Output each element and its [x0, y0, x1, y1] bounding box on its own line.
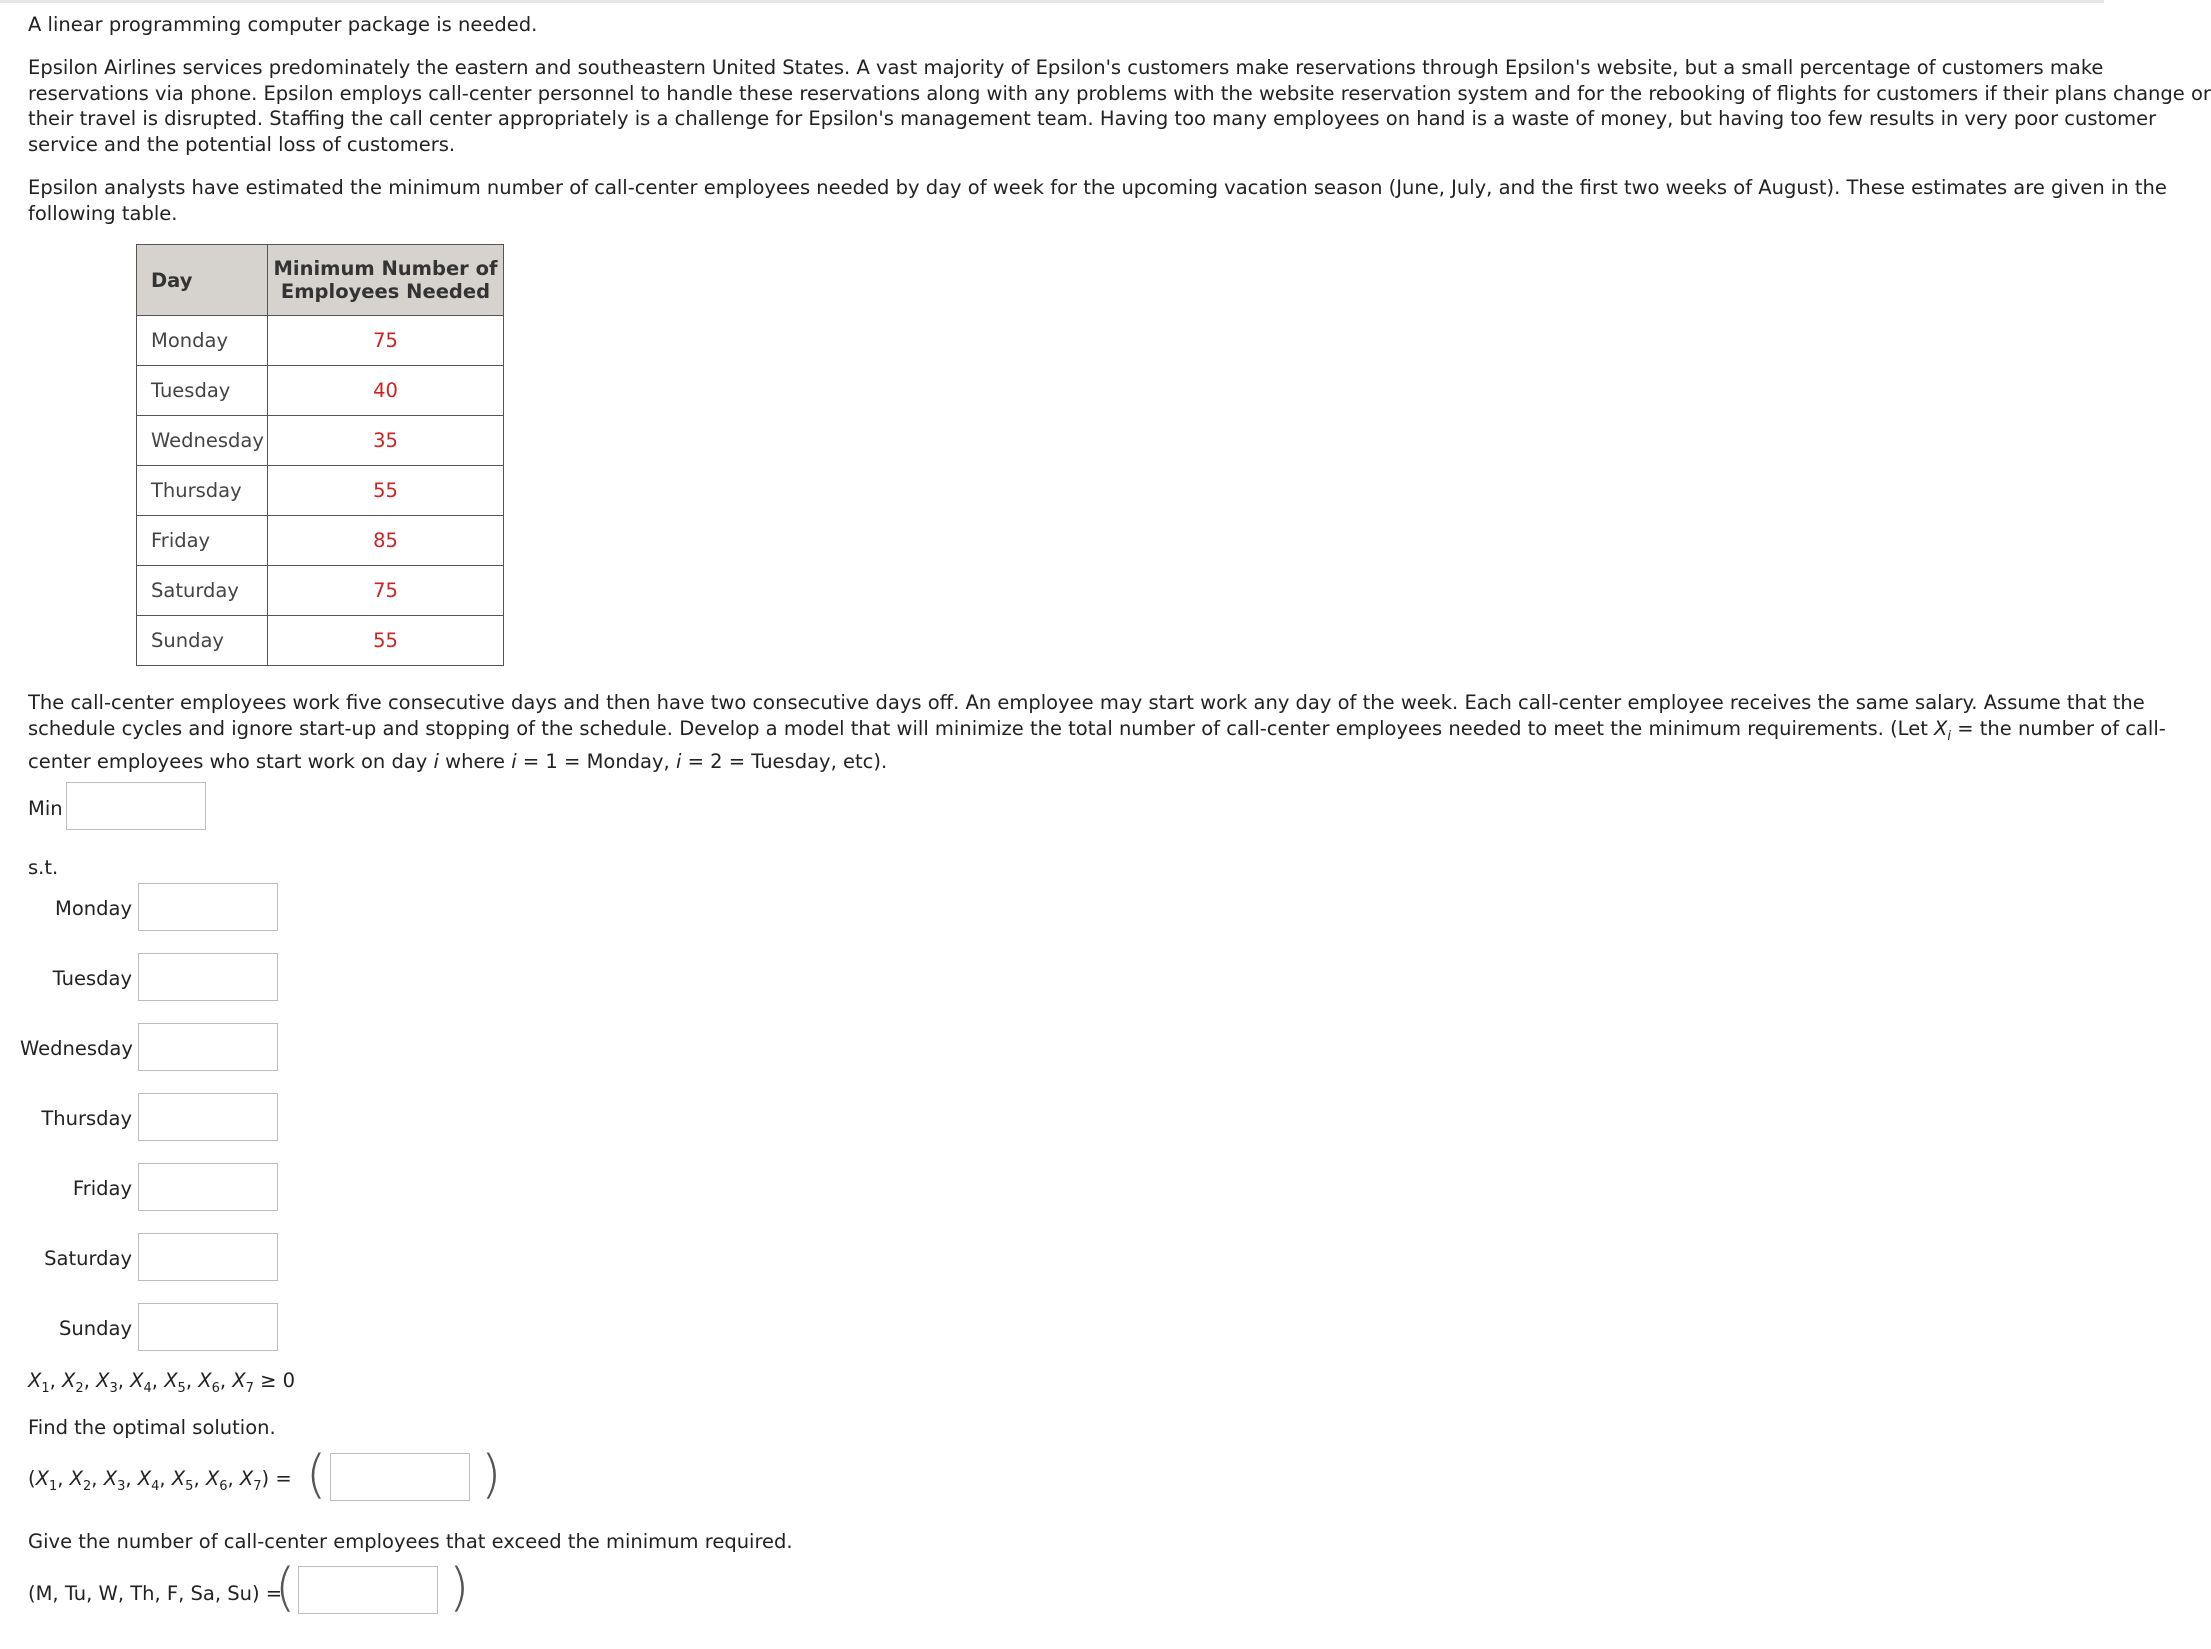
value-cell: 55: [268, 616, 504, 666]
excess-prompt: Give the number of call-center employees that exceed the minimum required.: [28, 1530, 793, 1553]
header-day: Day: [137, 245, 268, 316]
constraint-input-tuesday[interactable]: [138, 953, 278, 1001]
header-min-line2: Employees Needed: [280, 280, 491, 303]
paragraph-line: their travel is disrupted. Staffing the call center appropriately is a challenge for Epsilon's management team. Having too many employees on hand is a waste of money, but having too few results in very poor customer: [28, 107, 2157, 130]
text-span: = 1 = Monday,: [516, 750, 676, 773]
table-row: [137, 566, 504, 616]
paragraph-line: [28, 749, 2088, 775]
day-cell: Tuesday: [137, 366, 268, 416]
paragraph-model: [28, 690, 2166, 775]
open-paren: (: [306, 1445, 327, 1505]
variable-i: i: [511, 750, 517, 773]
paragraph-estimates: [28, 175, 2167, 226]
constraint-label-friday: Friday: [72, 1177, 132, 1200]
top-border: [0, 0, 2104, 3]
constraint-label-tuesday: Tuesday: [52, 967, 132, 990]
paragraph-description: [28, 55, 2211, 157]
day-cell: Thursday: [137, 466, 268, 516]
value-cell: 75: [268, 566, 504, 616]
optimal-prompt: Find the optimal solution.: [28, 1416, 276, 1439]
constraint-label-thursday: Thursday: [41, 1107, 132, 1130]
nonnegativity-constraint: $X_1$, $X_2$, $X_3$, $X_4$, $X_5$, $X_6$, $X_7 \ge 0$: [28, 1369, 296, 1396]
table-row: [137, 466, 504, 516]
constraint-input-sunday[interactable]: [138, 1303, 278, 1351]
constraint-input-monday[interactable]: [138, 883, 278, 931]
constraint-label-wednesday: Wednesday: [20, 1037, 133, 1060]
table-row: [137, 516, 504, 566]
text-span: = the number of call-: [1951, 716, 2166, 740]
constraint-input-wednesday[interactable]: [138, 1023, 278, 1071]
optimal-label: ($X_1$, $X_2$, $X_3$, $X_4$, $X_5$, $X_6$, $X_7$) =: [28, 1467, 292, 1494]
st-label: s.t.: [28, 856, 59, 879]
constraint-input-saturday[interactable]: [138, 1233, 278, 1281]
variable-i: i: [675, 750, 682, 773]
table-header-row: [137, 245, 504, 316]
header-min-employees: [268, 245, 504, 316]
day-cell: Friday: [137, 516, 268, 566]
objective-input[interactable]: [66, 782, 206, 830]
equals-sign: ) =: [261, 1467, 292, 1490]
paragraph-line: The call-center employees work five consecutive days and then have two consecutive days off. An employee may start work any day of the week. Each call-center employee receives the same salary. Assume that the: [28, 691, 2145, 714]
variable-x: X: [1934, 716, 1948, 740]
table-row: [137, 616, 504, 666]
day-cell: Monday: [137, 316, 268, 366]
excess-input[interactable]: [298, 1566, 438, 1614]
text-span: schedule cycles and ignore start-up and stopping of the schedule. Develop a model that will minimize the total number of call-center employees needed to meet the minimum requirements. (Let: [28, 716, 1935, 740]
paragraph-line: reservations via phone. Epsilon employs call-center personnel to handle these reservations along with any problems with the website reservation system and for the rebooking of flights for customers if their plans change or: [28, 81, 2211, 105]
constraint-input-friday[interactable]: [138, 1163, 278, 1211]
text-span: center employees who start work on day: [28, 750, 434, 773]
constraint-label-sunday: Sunday: [59, 1317, 132, 1340]
constraint-label-saturday: Saturday: [44, 1247, 132, 1270]
optimal-solution-input[interactable]: [330, 1453, 470, 1501]
table-row: [137, 366, 504, 416]
paragraph-line: [28, 716, 2166, 750]
variable-i: i: [433, 750, 439, 773]
text-span: where: [438, 750, 512, 773]
paragraph-line: following table.: [28, 201, 178, 225]
header-min-line1: Minimum Number of: [273, 257, 498, 280]
value-cell: 55: [268, 466, 504, 516]
nonneg-tail: ≥ 0: [260, 1369, 296, 1392]
day-cell: Wednesday: [137, 416, 268, 466]
paragraph-line: Epsilon analysts have estimated the minimum number of call-center employees needed by day of week for the upcoming vacation season (June, July, and the first two weeks of August). These estimates are given in the: [28, 176, 2167, 199]
close-paren: ): [449, 1558, 470, 1618]
table-row: [137, 416, 504, 466]
value-cell: 40: [268, 366, 504, 416]
min-label: Min: [28, 797, 63, 820]
value-cell: 75: [268, 316, 504, 366]
paragraph-line: service and the potential loss of customers.: [28, 132, 456, 156]
intro-text: A linear programming computer package is needed.: [28, 13, 538, 36]
text-span: = 2 = Tuesday, etc).: [681, 750, 888, 773]
constraint-input-thursday[interactable]: [138, 1093, 278, 1141]
value-cell: 85: [268, 516, 504, 566]
subscript-i: i: [1947, 728, 1952, 744]
close-paren: ): [481, 1445, 502, 1505]
day-cell: Sunday: [137, 616, 268, 666]
day-cell: Saturday: [137, 566, 268, 616]
value-cell: 35: [268, 416, 504, 466]
excess-label: (M, Tu, W, Th, F, Sa, Su) =: [28, 1582, 283, 1605]
constraint-label-monday: Monday: [55, 897, 132, 920]
employees-table: [136, 244, 504, 666]
paragraph-line: Epsilon Airlines services predominately the eastern and southeastern United States. A vast majority of Epsilon's customers make reservations through Epsilon's website, but a small percentage of customers make: [28, 56, 2104, 79]
table-row: [137, 316, 504, 366]
open-paren: (: [275, 1558, 296, 1618]
